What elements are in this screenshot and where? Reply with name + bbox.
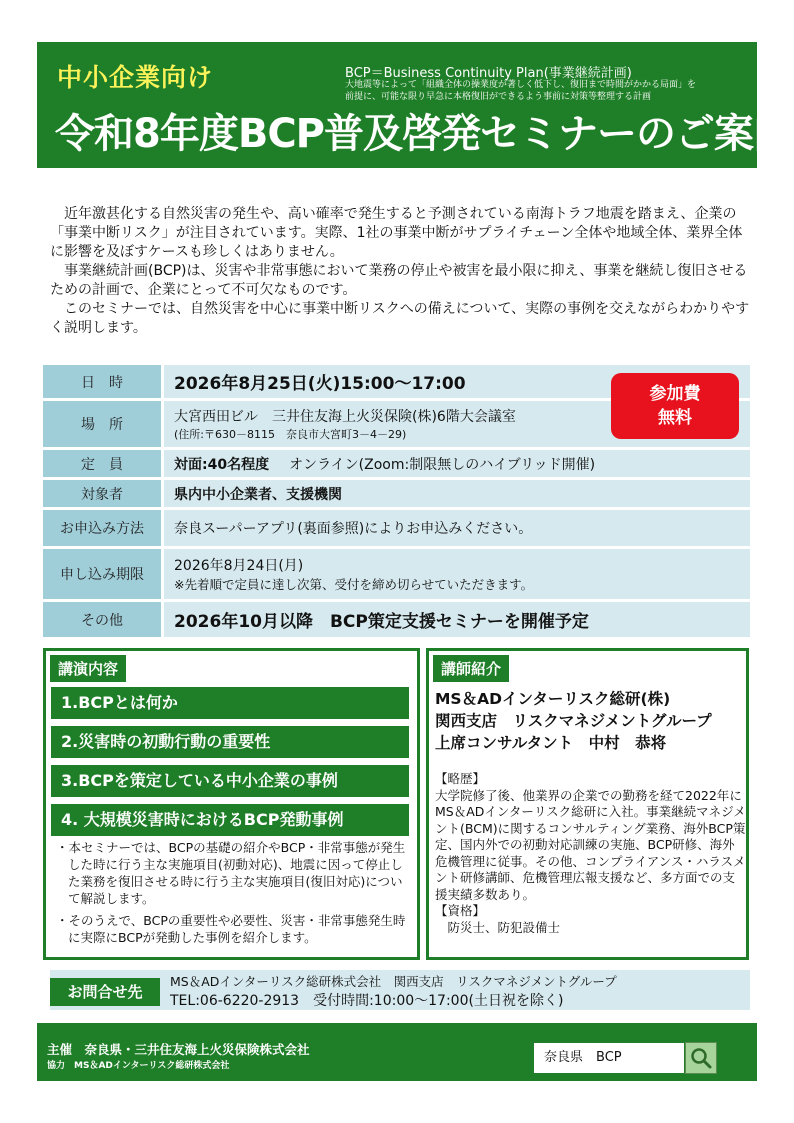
info-row-capacity (43, 450, 750, 477)
info-label-deadline: 申し込み期限 (43, 549, 161, 599)
info-value-apply (164, 510, 750, 546)
venue-value: 大宮西田ビル 三井住友海上火災保険(株)6階大会議室 (174, 409, 516, 425)
history-label: 【略歴】 (435, 771, 486, 786)
fee-label: 参加費 (649, 384, 701, 404)
info-value-target (164, 480, 750, 507)
info-row-other (43, 602, 750, 637)
info-label-venue: 場 所 (43, 401, 161, 447)
contact-label: お問合せ先 (50, 978, 160, 1006)
target-value: 県内中小企業者、支援機関 (174, 486, 342, 503)
speaker-bio (435, 771, 747, 936)
page-title: 令和8年度BCP普及啓発セミナーのご案内 (55, 111, 792, 157)
info-row-target (43, 480, 750, 507)
info-label-target: 対象者 (43, 480, 161, 507)
speaker-name: 上席コンサルタント 中村 恭将 (435, 734, 667, 752)
info-label-other: その他 (43, 602, 161, 637)
lecture-item: 1.BCPとは何か (51, 687, 409, 719)
lecture-heading: 講演内容 (50, 655, 126, 682)
speaker-department: 関西支店 リスクマネジメントグループ (435, 712, 712, 730)
speaker-name-block (435, 688, 712, 754)
history-text: 大学院修了後、他業界の企業での勤務を経て2022年にMS＆ADインターリスク総研に入社。事業継続マネジメント(BCM)に関するコンサルティング業務、海外BCP策定、国内外での初動対応訓練の実施、BCP研修、海外危機管理に従事。その他、コンプライアンス・ハラスメント研修講師、危機管理広報支援など、多方面での支援実績多数あり。 (435, 787, 746, 902)
bcp-description-line-2: 前提に、可能な限り早急に本格復旧ができるよう事前に対策等整理する計画 (345, 92, 652, 102)
info-label-datetime: 日 時 (43, 365, 161, 398)
speaker-heading: 講師紹介 (433, 655, 509, 682)
search-button[interactable] (685, 1042, 717, 1074)
speaker-company: MS＆ADインターリスク総研(株) (435, 690, 671, 708)
bcp-definition: BCP＝Business Continuity Plan(事業継続計画) (345, 66, 632, 81)
header-subtitle: 中小企業向け (57, 63, 214, 92)
deadline-note: ※先着順で定員に達し次第、受付を締め切らせていただきます。 (174, 577, 534, 592)
info-row-deadline (43, 549, 750, 599)
bcp-description (345, 79, 696, 103)
footer-banner (37, 1023, 757, 1081)
intro-paragraph: 近年激甚化する自然災害の発生や、高い確率で発生すると予測されている南海トラフ地震を踏まえ、企業の「事業中断リスク」が注目されています。実際、1社の事業中断がサプライチェーン全体や地域全体、業界全体に影響を及ぼすケースも珍しくはありません。 (50, 206, 743, 260)
venue-address: (住所:〒630－8115 奈良市大宮町3－4－29) (174, 428, 407, 441)
lecture-item: 4. 大規模災害時におけるBCP発動事例 (51, 804, 409, 836)
capacity-online: オンライン(Zoom:制限無しのハイブリッド開催) (289, 456, 596, 473)
apply-value: 奈良スーパーアプリ(裏面参照)によりお申込みください。 (174, 521, 533, 537)
contact-section (50, 970, 750, 1010)
bcp-description-line-1: 大地震等によって「組織全体の操業度が著しく低下し、復旧まで時間がかかる局面」を (345, 80, 697, 90)
lecture-item: 3.BCPを策定している中小企業の事例 (51, 765, 409, 797)
cooperation: 協力 MS＆ADインターリスク総研株式会社 (47, 1061, 230, 1071)
qualification-text: 防災士、防犯設備士 (447, 919, 561, 935)
lecture-section (43, 648, 420, 960)
lecture-note: ・本セミナーでは、BCPの基礎の紹介やBCP・非常事態が発生した時に行う主な実施項目(初動対応)、地震に因って停止した業務を復旧させる時に行う主な実施項目(復旧対応)について解説します。 (56, 840, 406, 906)
fee-value: 無料 (658, 408, 692, 428)
lecture-note: ・そのうえで、BCPの重要性や必要性、災害・非常事態発生時に実際にBCPが発動した事例を紹介します。 (56, 913, 406, 945)
intro-paragraph: このセミナーでは、自然災害を中心に事業中断リスクへの備えについて、実際の事例を交えながらわかりやすく説明します。 (50, 301, 750, 336)
other-value: 2026年10月以降 BCP策定支援セミナーを開催予定 (174, 612, 589, 632)
intro-text (50, 205, 750, 338)
info-value-other (164, 602, 750, 637)
lecture-notes (56, 839, 411, 951)
info-label-capacity: 定 員 (43, 450, 161, 477)
free-fee-badge (611, 373, 739, 439)
info-label-apply: お申込み方法 (43, 510, 161, 546)
lecture-item: 2.災害時の初動行動の重要性 (51, 726, 409, 758)
datetime-value: 2026年8月25日(火)15:00～17:00 (174, 374, 466, 394)
search-input[interactable]: 奈良県 BCP (534, 1043, 684, 1073)
info-value-capacity (164, 450, 750, 477)
capacity-value: 対面:40名程度 (174, 456, 270, 473)
speaker-section (426, 648, 749, 960)
info-row-apply (43, 510, 750, 546)
header-banner (37, 42, 792, 168)
contact-org: MS＆ADインターリスク総研株式会社 関西支店 リスクマネジメントグループ (170, 974, 617, 989)
qualification-label: 【資格】 (435, 903, 486, 918)
organizer: 主催 奈良県・三井住友海上火災保険株式会社 (47, 1042, 310, 1057)
intro-paragraph: 事業継続計画(BCP)は、災害や非常事態において業務の停止や被害を最小限に抑え、事業を継続し復旧させるための計画で、企業にとって不可欠なものです。 (50, 263, 748, 298)
contact-phone: TEL:06-6220-2913 受付時間:10:00～17:00(土日祝を除く) (170, 993, 564, 1009)
search-icon (689, 1046, 713, 1070)
info-value-deadline (164, 549, 750, 599)
deadline-value: 2026年8月24日(月) (174, 558, 304, 574)
